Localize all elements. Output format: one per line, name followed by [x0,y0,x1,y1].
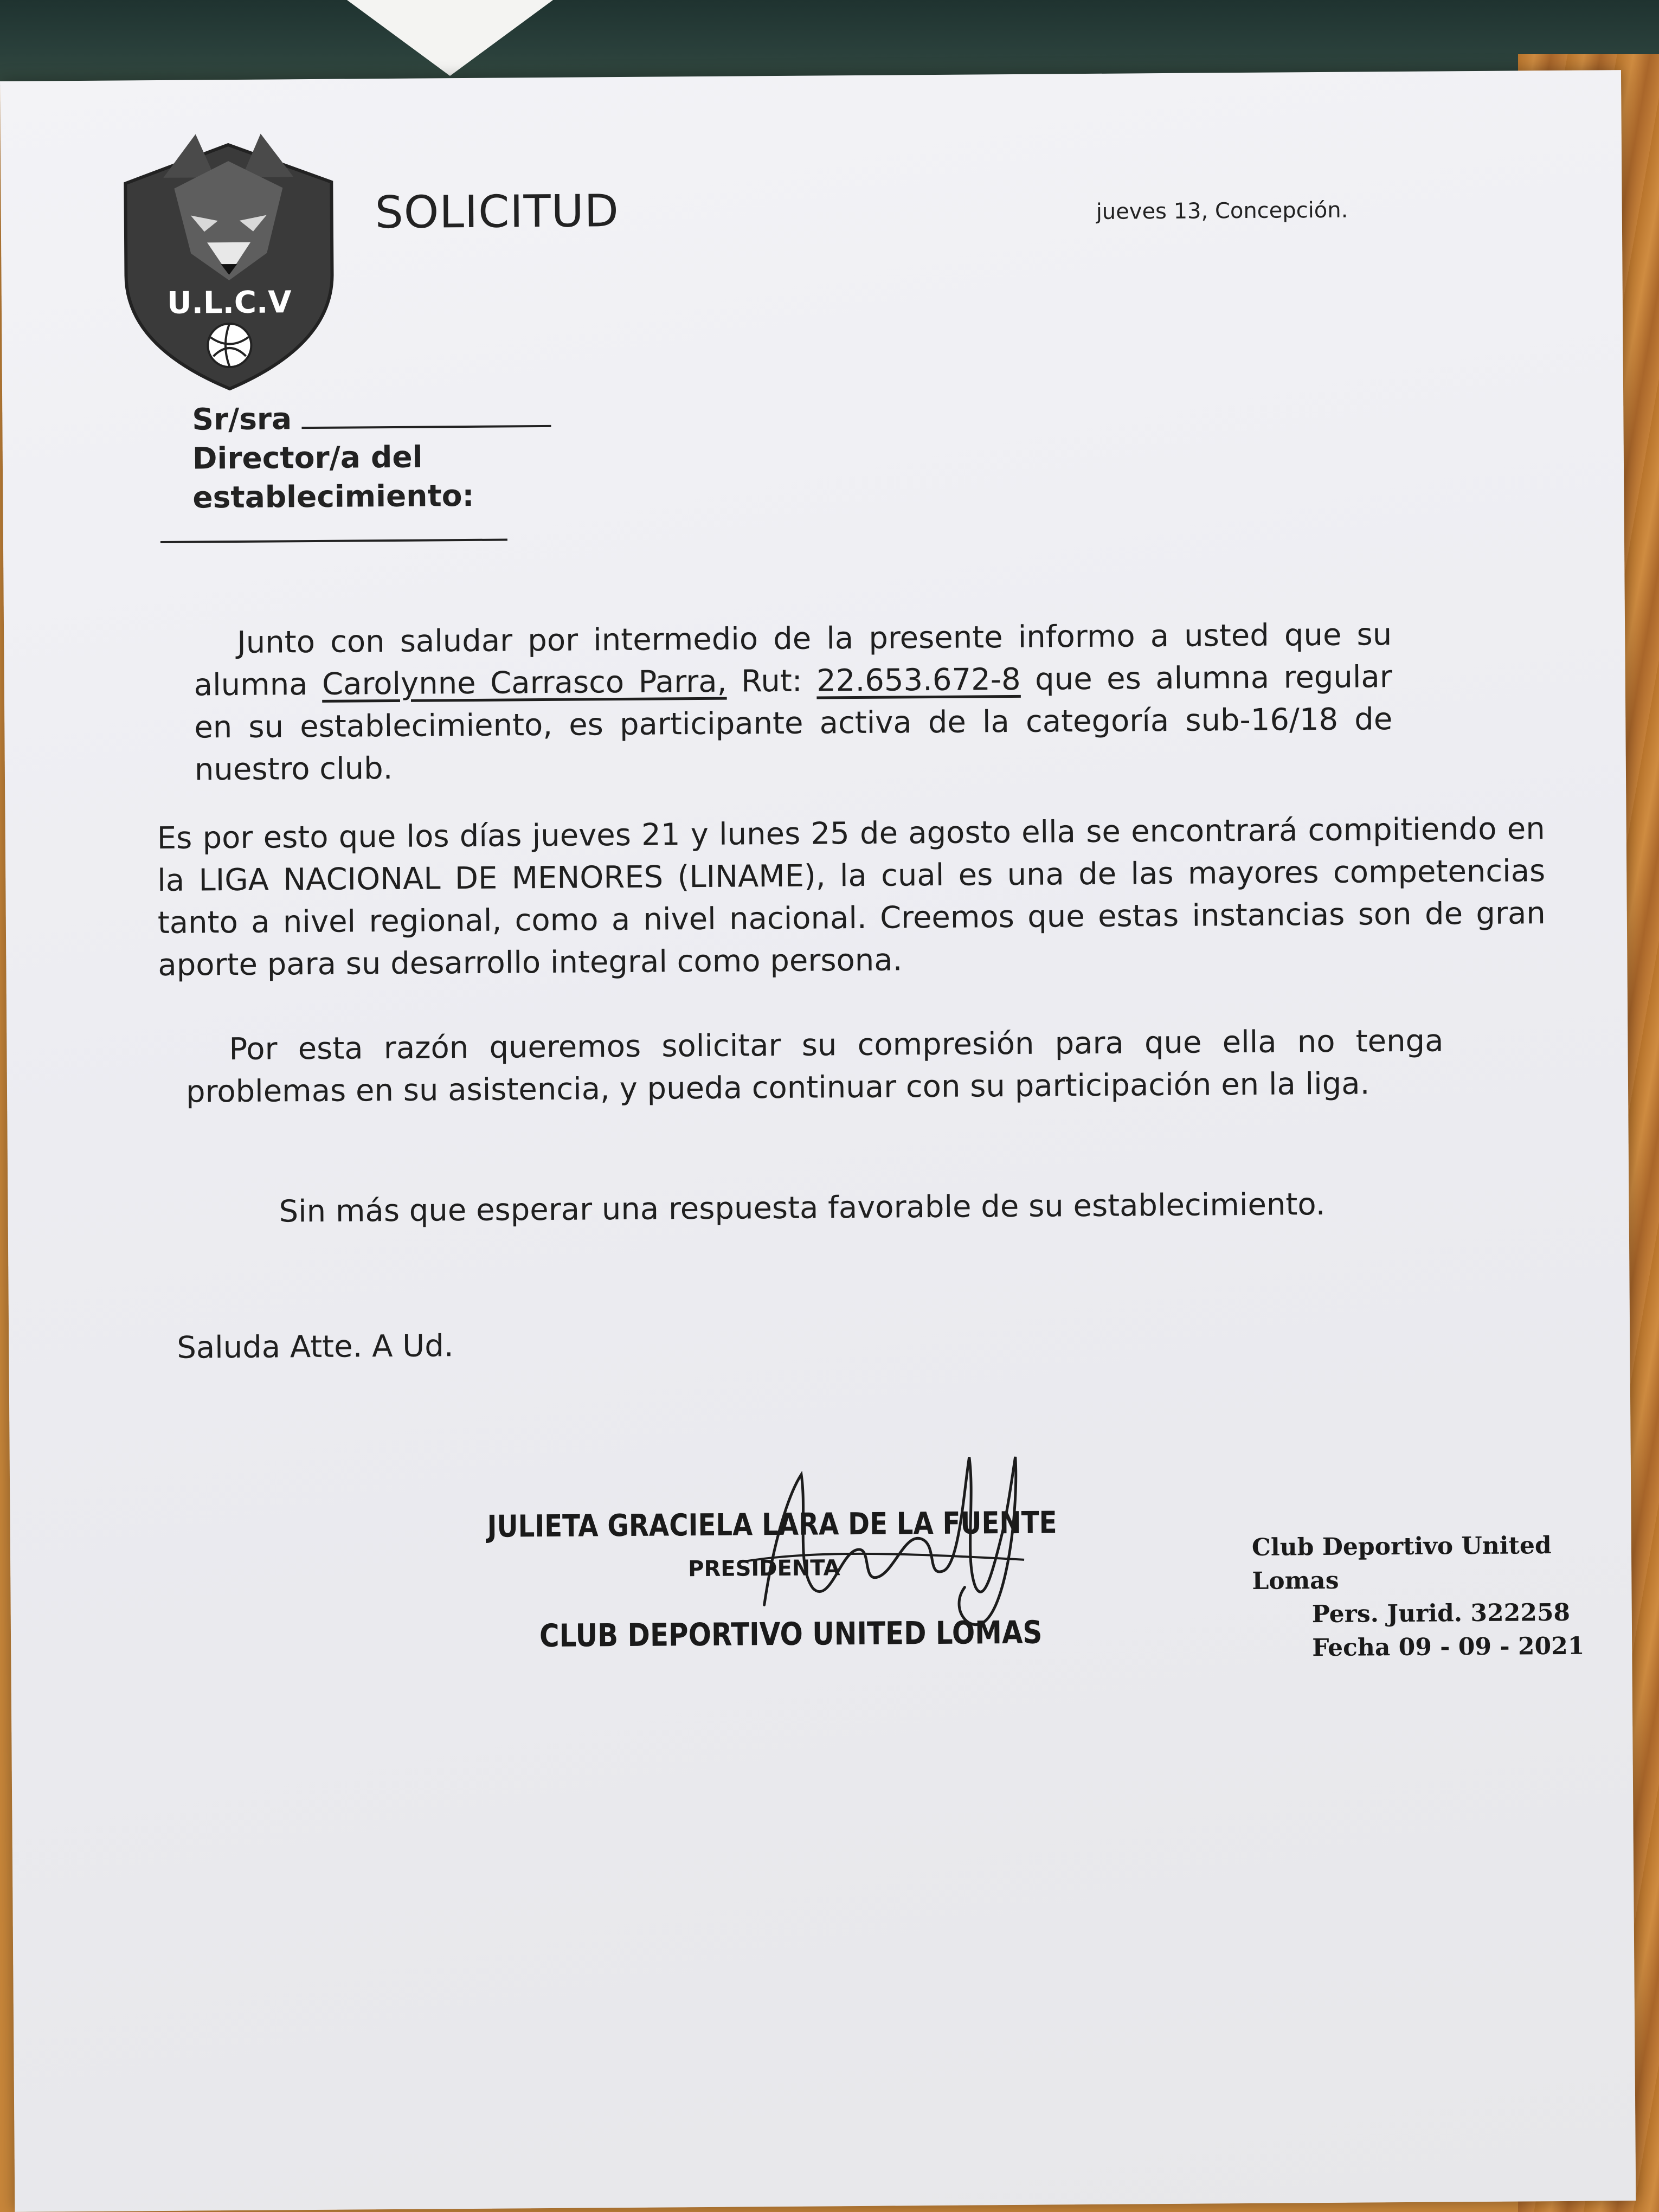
addressee-line2: Director/a del [192,439,423,476]
stamp-line1: Club Deportivo United Lomas [1251,1532,1552,1595]
signer-name: JULIETA GRACIELA LARA DE LA FUENTE [487,1505,1057,1545]
document-title: SOLICITUD [375,185,620,239]
stamp-line2: Pers. Jurid. 322258 [1311,1598,1571,1629]
club-stamp [1252,1528,1632,1666]
addressee-block [192,397,551,517]
paragraph-1-a: Junto con saludar por intermedio de la presente informo a usted que su alumna [194,617,1392,703]
stamp-line3: Fecha 09 - 09 - 2021 [1312,1632,1585,1662]
signer-club: CLUB DEPORTIVO UNITED LOMAS [539,1613,1043,1655]
addressee-line1: Sr/sra [192,401,292,437]
logo-text: U.L.C.V [166,285,292,321]
paragraph-1-b: Rut: [741,663,802,699]
letter-page [0,70,1636,2212]
paragraph-2: Es por esto que los días jueves 21 y lunes 25 de agosto ella se encontrará compitiendo en la LIGA NACIONAL DE MENORES (LINAME), la cual es una de las mayores competencias tanto a nivel regional, como a nivel nacional. Creemos que estas instancias son de gran aporte para su desarrollo integral como persona. [157,811,1546,983]
date-place: jueves 13, Concepción. [1096,197,1348,224]
addressee-underline [160,538,507,543]
closing: Saluda Atte. A Ud. [177,1328,454,1366]
student-name: Carolynne Carrasco Parra, [321,664,727,702]
addressee-blank [301,400,551,429]
wolf-volleyball-shield-logo [114,112,344,395]
student-rut: 22.653.672-8 [816,661,1021,699]
paragraph-1-c: que es alumna regular en su establecimiento, es participante activa de la categoría sub-16/18 de nuestro club. [194,659,1393,788]
paragraph-4: Sin más que esperar una respuesta favorable de su establecimiento. [279,1186,1326,1230]
handwritten-signature [730,1424,1036,1654]
paragraph-3 [185,1020,1444,1113]
signer-role: PRESIDENTA [688,1555,840,1582]
paper-corner [347,0,553,76]
paragraph-1 [194,614,1393,791]
addressee-line3: establecimiento: [192,478,474,515]
paragraph-3-text: Por esta razón queremos solicitar su compresión para que ella no tenga problemas en su asistencia, y pueda continuar con su participación en la liga. [185,1023,1444,1110]
